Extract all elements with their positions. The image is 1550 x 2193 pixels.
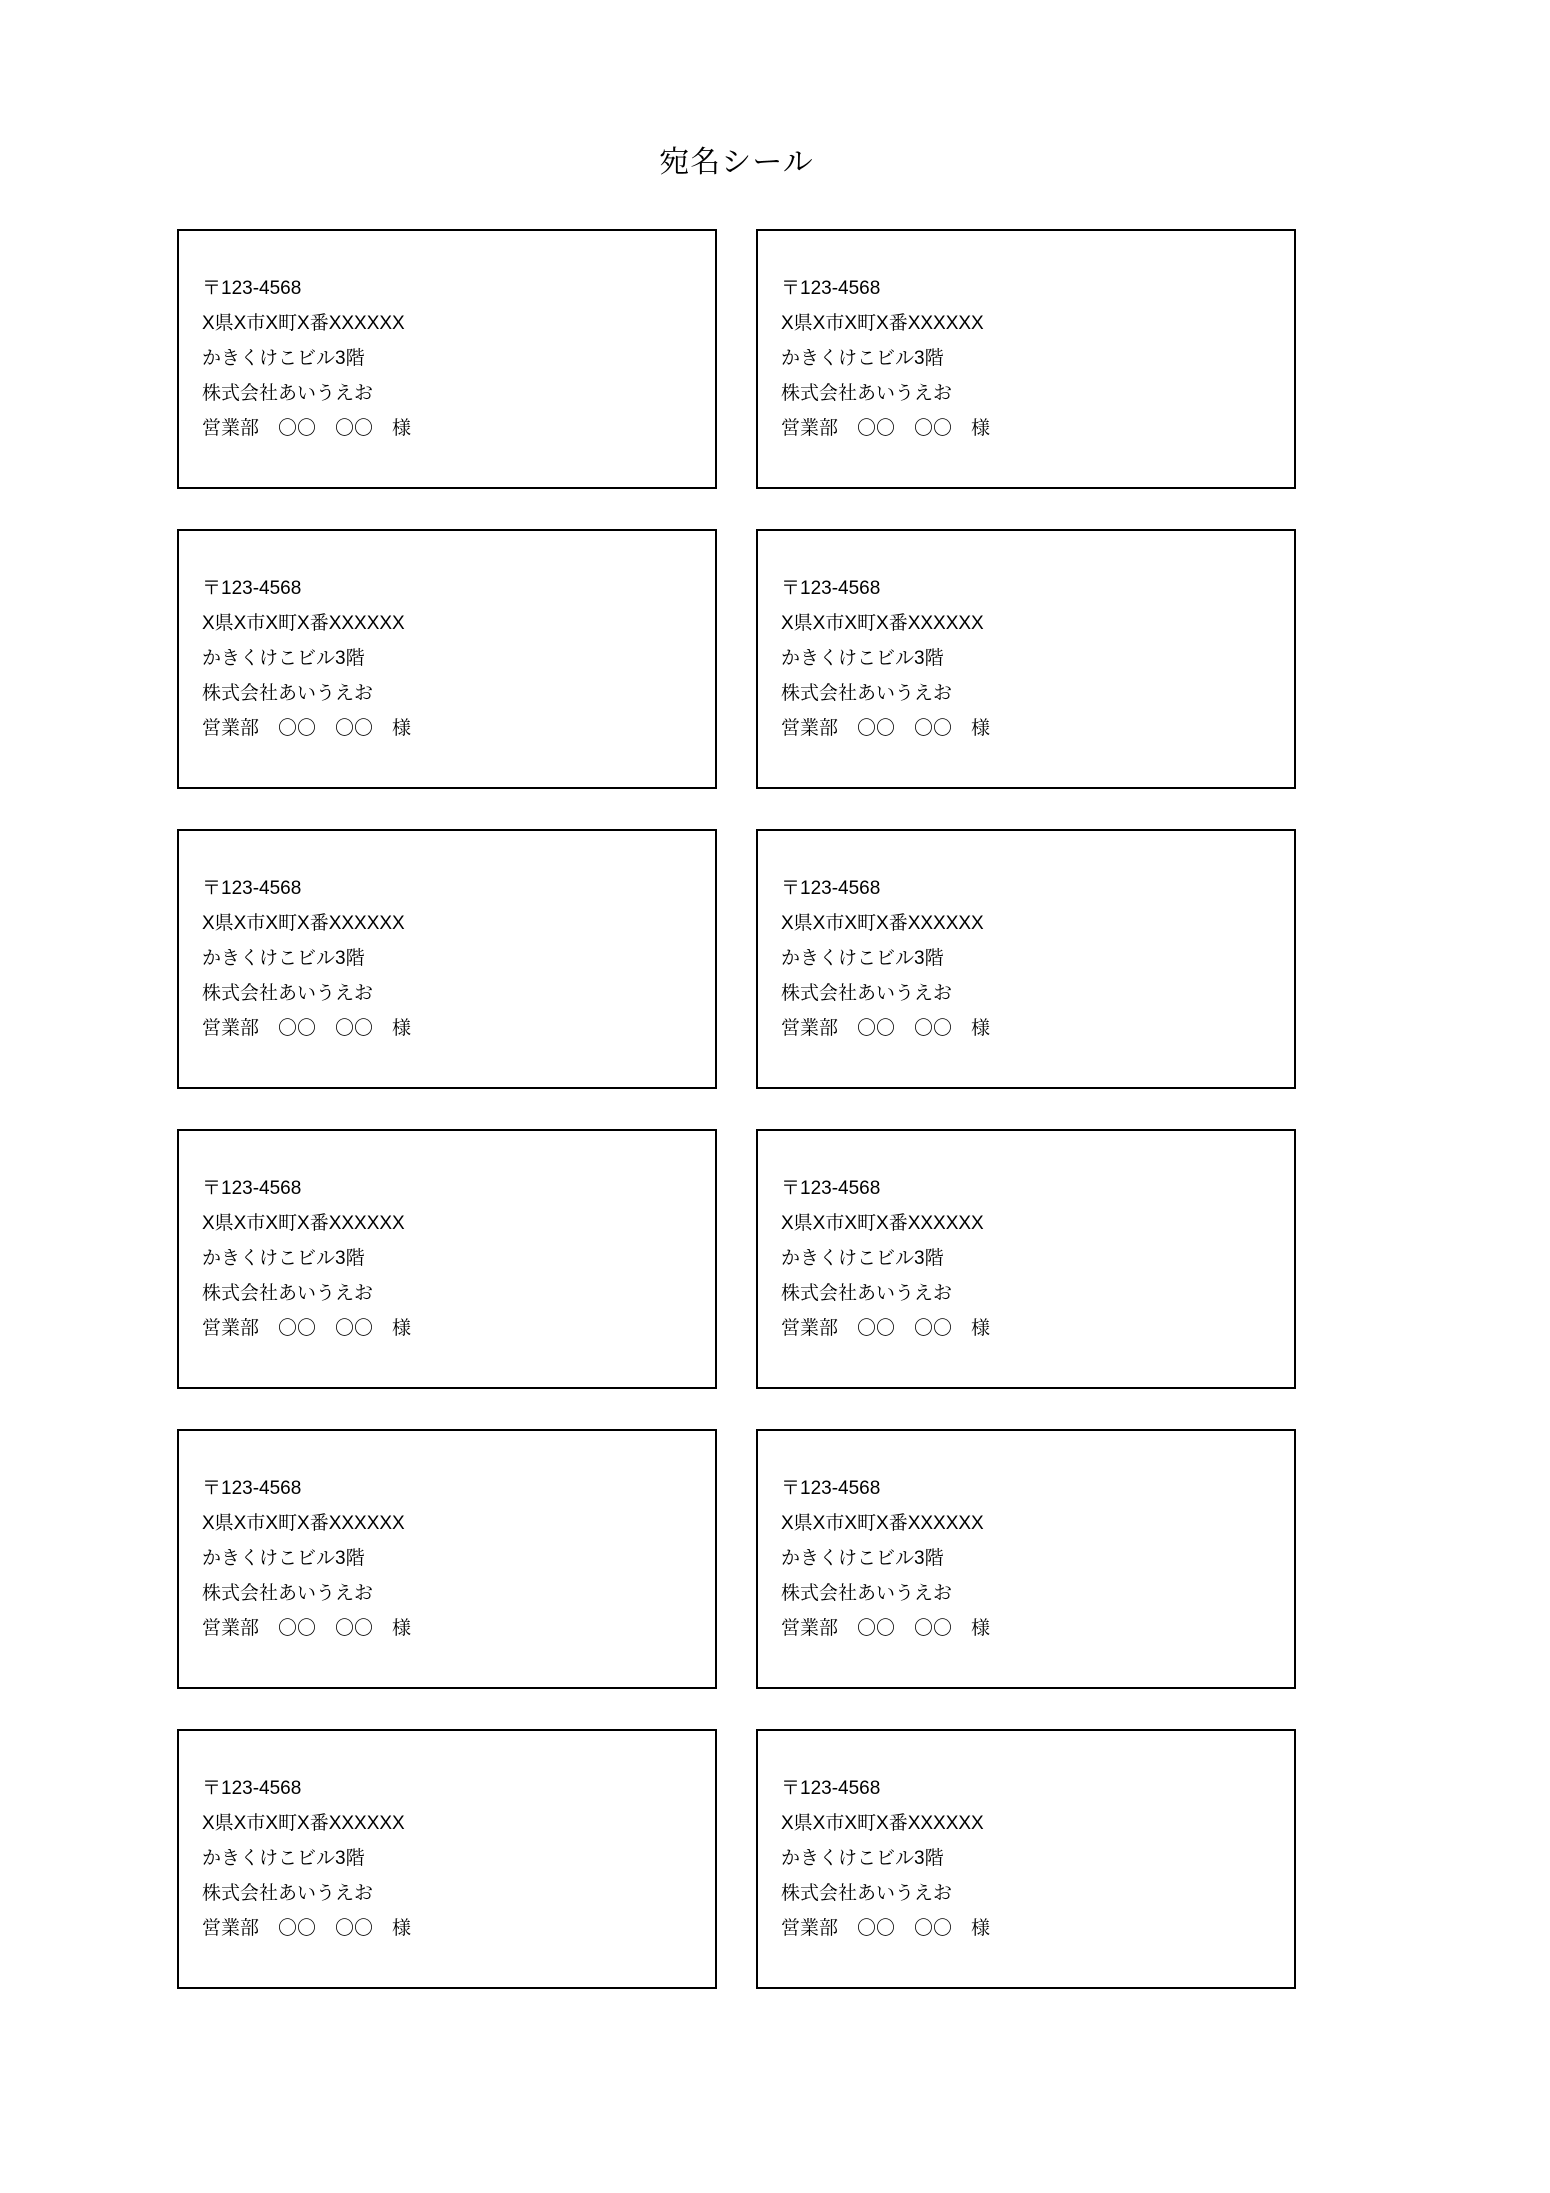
building-line: かきくけこビル3階 xyxy=(202,1848,365,1869)
address-label xyxy=(177,529,717,789)
company-line: 株式会社あいうえお xyxy=(781,983,953,1004)
address-label xyxy=(177,1129,717,1389)
postal-code-line: 〒123-4568 xyxy=(202,1778,302,1799)
postal-code-line: 〒123-4568 xyxy=(781,278,881,299)
address-label xyxy=(756,529,1296,789)
recipient-line: 営業部 〇〇 〇〇 様 xyxy=(202,1018,412,1039)
postal-code-line: 〒123-4568 xyxy=(202,578,302,599)
address-label xyxy=(756,1429,1296,1689)
address-label xyxy=(756,1129,1296,1389)
postal-code-line: 〒123-4568 xyxy=(202,1478,302,1499)
address-label xyxy=(177,829,717,1089)
address-line: X県X市X町X番XXXXXX xyxy=(202,1213,405,1234)
postal-code-line: 〒123-4568 xyxy=(202,1178,302,1199)
address-line: X県X市X町X番XXXXXX xyxy=(781,913,984,934)
address-label xyxy=(177,1429,717,1689)
company-line: 株式会社あいうえお xyxy=(202,683,374,704)
address-line: X県X市X町X番XXXXXX xyxy=(202,313,405,334)
address-line: X県X市X町X番XXXXXX xyxy=(202,613,405,634)
address-line: X県X市X町X番XXXXXX xyxy=(202,913,405,934)
postal-code-line: 〒123-4568 xyxy=(781,1778,881,1799)
recipient-line: 営業部 〇〇 〇〇 様 xyxy=(781,1018,991,1039)
building-line: かきくけこビル3階 xyxy=(781,1548,944,1569)
postal-code-line: 〒123-4568 xyxy=(781,578,881,599)
building-line: かきくけこビル3階 xyxy=(202,948,365,969)
building-line: かきくけこビル3階 xyxy=(781,648,944,669)
address-line: X県X市X町X番XXXXXX xyxy=(781,313,984,334)
postal-code-line: 〒123-4568 xyxy=(781,878,881,899)
postal-code-line: 〒123-4568 xyxy=(202,878,302,899)
address-line: X県X市X町X番XXXXXX xyxy=(781,1513,984,1534)
company-line: 株式会社あいうえお xyxy=(202,1883,374,1904)
building-line: かきくけこビル3階 xyxy=(202,648,365,669)
company-line: 株式会社あいうえお xyxy=(781,1883,953,1904)
building-line: かきくけこビル3階 xyxy=(202,348,365,369)
postal-code-line: 〒123-4568 xyxy=(781,1178,881,1199)
address-line: X県X市X町X番XXXXXX xyxy=(781,613,984,634)
company-line: 株式会社あいうえお xyxy=(202,383,374,404)
recipient-line: 営業部 〇〇 〇〇 様 xyxy=(781,1318,991,1339)
building-line: かきくけこビル3階 xyxy=(781,1848,944,1869)
recipient-line: 営業部 〇〇 〇〇 様 xyxy=(202,1618,412,1639)
building-line: かきくけこビル3階 xyxy=(781,948,944,969)
address-line: X県X市X町X番XXXXXX xyxy=(202,1513,405,1534)
address-label xyxy=(756,229,1296,489)
postal-code-line: 〒123-4568 xyxy=(781,1478,881,1499)
building-line: かきくけこビル3階 xyxy=(781,1248,944,1269)
page-title: 宛名シール xyxy=(659,146,814,179)
postal-code-line: 〒123-4568 xyxy=(202,278,302,299)
address-line: X県X市X町X番XXXXXX xyxy=(202,1813,405,1834)
company-line: 株式会社あいうえお xyxy=(781,683,953,704)
company-line: 株式会社あいうえお xyxy=(781,1283,953,1304)
company-line: 株式会社あいうえお xyxy=(202,983,374,1004)
recipient-line: 営業部 〇〇 〇〇 様 xyxy=(202,418,412,439)
address-label xyxy=(177,229,717,489)
recipient-line: 営業部 〇〇 〇〇 様 xyxy=(781,418,991,439)
building-line: かきくけこビル3階 xyxy=(202,1248,365,1269)
recipient-line: 営業部 〇〇 〇〇 様 xyxy=(202,1918,412,1939)
recipient-line: 営業部 〇〇 〇〇 様 xyxy=(781,1918,991,1939)
company-line: 株式会社あいうえお xyxy=(781,383,953,404)
recipient-line: 営業部 〇〇 〇〇 様 xyxy=(202,718,412,739)
address-label xyxy=(756,1729,1296,1989)
recipient-line: 営業部 〇〇 〇〇 様 xyxy=(781,1618,991,1639)
building-line: かきくけこビル3階 xyxy=(202,1548,365,1569)
address-label xyxy=(177,1729,717,1989)
company-line: 株式会社あいうえお xyxy=(202,1583,374,1604)
company-line: 株式会社あいうえお xyxy=(781,1583,953,1604)
recipient-line: 営業部 〇〇 〇〇 様 xyxy=(781,718,991,739)
address-line: X県X市X町X番XXXXXX xyxy=(781,1213,984,1234)
label-grid xyxy=(177,229,1296,1989)
address-label xyxy=(756,829,1296,1089)
building-line: かきくけこビル3階 xyxy=(781,348,944,369)
company-line: 株式会社あいうえお xyxy=(202,1283,374,1304)
address-line: X県X市X町X番XXXXXX xyxy=(781,1813,984,1834)
recipient-line: 営業部 〇〇 〇〇 様 xyxy=(202,1318,412,1339)
